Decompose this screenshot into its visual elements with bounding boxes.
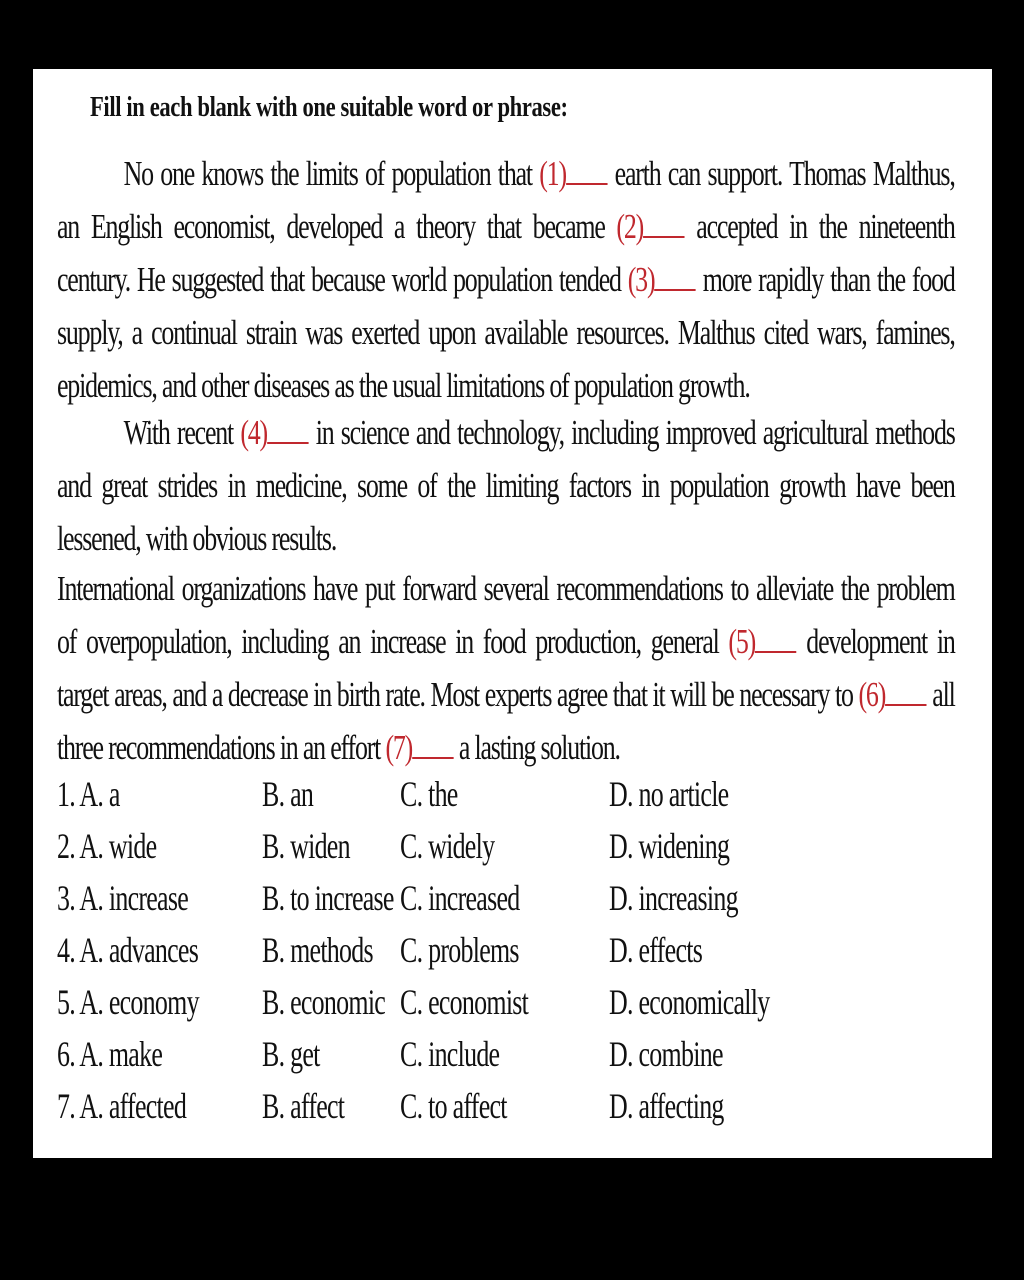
option-7d[interactable]: D. affecting [609, 1086, 724, 1126]
option-row-2 [57, 823, 957, 875]
p3-text-1: International organizations have put forward several recommendations to alleviate the problem of overpopulation, including an increase in food production, general [57, 569, 955, 661]
blank-number-6: (6) [858, 675, 886, 714]
option-row-7 [57, 1083, 957, 1135]
blank-2[interactable] [643, 212, 684, 238]
option-4a[interactable]: 4. A. advances [57, 930, 199, 970]
option-1c[interactable]: C. the [400, 774, 458, 814]
option-row-1 [57, 771, 957, 823]
p1-text-3: accepted in the nineteenth century. He suggested that because world population tended [57, 207, 955, 299]
option-3a[interactable]: 3. A. increase [57, 878, 188, 918]
p3-text-2: development in target areas, and a decrease in birth rate. Most experts agree that it will be necessary to [57, 622, 955, 714]
blank-7[interactable] [412, 733, 453, 759]
blank-number-2: (2) [616, 207, 644, 246]
option-7c[interactable]: C. to affect [400, 1086, 507, 1126]
option-1d[interactable]: D. no article [609, 774, 729, 814]
blank-1[interactable] [566, 159, 607, 185]
p3-text-4: a lasting solution. [453, 728, 620, 767]
option-5c[interactable]: C. economist [400, 982, 529, 1022]
paragraph-3 [57, 562, 955, 774]
option-1b[interactable]: B. an [262, 774, 314, 814]
option-3c[interactable]: C. increased [400, 878, 520, 918]
blank-5[interactable] [755, 627, 796, 653]
option-row-4 [57, 927, 957, 979]
option-1a[interactable]: 1. A. a [57, 774, 120, 814]
p2-text-1: With recent [123, 413, 241, 452]
blank-number-7: (7) [385, 728, 413, 767]
option-3d[interactable]: D. increasing [609, 878, 738, 918]
p3-text-3: all three recommendations in an effort [57, 675, 955, 767]
p1-text-1: No one knows the limits of population that [123, 154, 540, 193]
p1-text-4: more rapidly than the food supply, a continual strain was exerted upon available resources. Malthus cited wars, famines, epidemics, and other diseases as the usual limitations of population growth. [57, 260, 955, 405]
option-7b[interactable]: B. affect [262, 1086, 345, 1126]
blank-number-4: (4) [240, 413, 267, 452]
blank-number-1: (1) [539, 154, 566, 193]
option-5b[interactable]: B. economic [262, 982, 386, 1022]
option-6a[interactable]: 6. A. make [57, 1034, 163, 1074]
option-row-6 [57, 1031, 957, 1083]
option-4b[interactable]: B. methods [262, 930, 373, 970]
option-2d[interactable]: D. widening [609, 826, 730, 866]
paragraph-1 [57, 147, 955, 412]
option-row-3 [57, 875, 957, 927]
option-7a[interactable]: 7. A. affected [57, 1086, 187, 1126]
worksheet-page [33, 69, 992, 1158]
blank-3[interactable] [654, 265, 695, 291]
p2-text-2: in science and technology, including improved agricultural methods and great strides in medicine, some of the limiting factors in population growth have been lessened, with obvious results. [57, 413, 955, 558]
option-2a[interactable]: 2. A. wide [57, 826, 157, 866]
option-4c[interactable]: C. problems [400, 930, 519, 970]
option-6b[interactable]: B. get [262, 1034, 320, 1074]
option-2c[interactable]: C. widely [400, 826, 495, 866]
option-6c[interactable]: C. include [400, 1034, 500, 1074]
option-5d[interactable]: D. economically [609, 982, 770, 1022]
blank-4[interactable] [267, 418, 308, 444]
option-2b[interactable]: B. widen [262, 826, 350, 866]
blank-number-5: (5) [728, 622, 756, 661]
p1-text-2: earth can support. Thomas Malthus, an English economist, developed a theory that became [57, 154, 955, 246]
instruction-heading: Fill in each blank with one suitable word or phrase: [90, 91, 568, 123]
option-4d[interactable]: D. effects [609, 930, 703, 970]
blank-6[interactable] [885, 680, 926, 706]
option-row-5 [57, 979, 957, 1031]
paragraph-2 [57, 406, 955, 565]
blank-number-3: (3) [627, 260, 655, 299]
option-5a[interactable]: 5. A. economy [57, 982, 199, 1022]
option-3b[interactable]: B. to increase [262, 878, 394, 918]
option-6d[interactable]: D. combine [609, 1034, 723, 1074]
answer-options [57, 771, 957, 1135]
